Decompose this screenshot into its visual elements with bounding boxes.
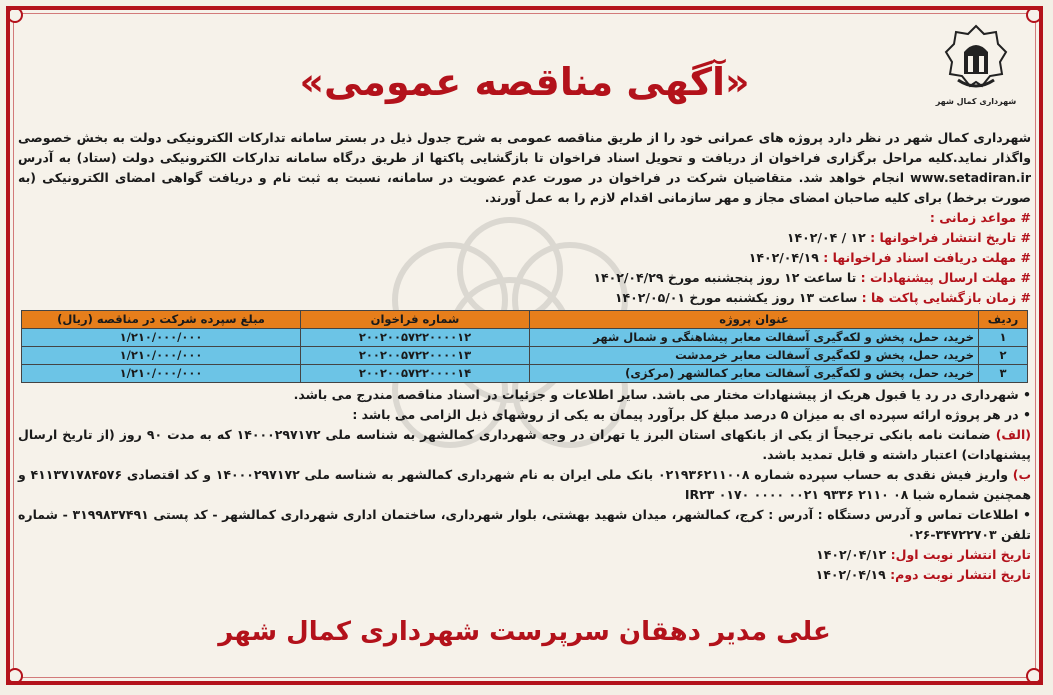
schedule-item [18,228,1031,248]
schedule-item [18,248,1031,268]
schedule-item [18,268,1031,288]
intro-paragraph: شهرداری کمال شهر در نظر دارد پروژه های عمرانی خود را از طریق مناقصه عمومی به شرح جدول ذیل در بستر سامانه تدارکات الکترونیکی دولت به بخش خصوصی واگذار نماید.کلیه مراحل برگزاری فراخوان از دریافت و تحویل اسناد فراخوان تا بازگشایی پاکتها از طریق درگاه سامانه تدارکات الکترونیکی دولت (ستاد) به آدرس www.setadiran.ir انجام خواهد شد. متقاضیان شرکت در فراخوان در صورت عدم عضویت در سامانه، نسبت به ثبت نام و دریافت گواهی امضای الکترونیکی (به صورت برخط) برای کلیه صاحبان امضای مجاز و مهر سازمانی اقدام لازم را به عمل آورند. [18,130,1031,205]
row-title: خرید، حمل، پخش و لکه‌گیری آسفالت معابر پیشاهنگی و شمال شهر [530,329,979,347]
note-reject: • شهرداری در رد یا قبول هریک از پیشنهادات مختار می باشد. سایر اطلاعات و جزئیات در اسناد مناقصه مندرج می باشد. [293,387,1031,402]
row-index: ۳ [979,365,1028,383]
notice-body [18,128,1031,585]
notice-frame [6,6,1043,685]
option-be-label: ب) [1012,467,1032,482]
signature: علی مدیر دهقان سرپرست شهرداری کمال شهر [218,617,831,647]
schedule-label: # مهلت دریافت اسناد فراخوانها : [823,250,1031,265]
corner-ornament-bl [7,668,23,684]
row-number: ۲۰۰۲۰۰۵۷۲۲۰۰۰۰۱۳ [301,347,530,365]
table-header-row [22,311,1028,329]
corner-ornament-tl [7,7,23,23]
option-be-text: واریز فیش نقدی به حساب سپرده شماره ۰۲۱۹۳۶۲۱۱۰۰۸ بانک ملی ایران به نام شهرداری کمالشهر به شناسه ملی ۱۴۰۰۰۲۹۷۱۷۲ و کد اقتصادی ۴۱۱۳۷۱۷۸۴۵۷۶ و همچنین شماره شبا IR۲۳ ۰۱۷۰ ۰۰۰۰ ۰۰۲۱ ۹۳۳۶ ۲۱۱۰ ۰۸ [18,467,1031,502]
schedule-label: # مهلت ارسال پیشنهادات : [860,270,1031,285]
publish-first-value: ۱۴۰۲/۰۴/۱۲ [816,547,887,562]
option-alef-text: ضمانت نامه بانکی ترجیحاً از یکی از بانکهای استان البرز یا تهران در وجه شهرداری کمالشهر به شناسه ملی ۱۴۰۰۰۲۹۷۱۷۲ که به مدت ۹۰ روز (از تاریخ ارسال پیشنهادات) اعتبار داشته و قابل تمدید باشد. [18,427,1031,462]
row-index: ۱ [979,329,1028,347]
projects-table [21,310,1028,383]
schedule-value: ۱۲ / ۱۴۰۲/۰۴ [786,230,866,245]
corner-ornament-br [1026,668,1042,684]
row-amount: ۱/۲۱۰/۰۰۰/۰۰۰ [22,329,301,347]
schedule-value: ساعت ۱۳ روز یکشنبه مورخ ۱۴۰۲/۰۵/۰۱ [614,290,858,305]
page-title: «آگهی مناقصه عمومی» [299,60,750,104]
table-row [22,329,1028,347]
schedule-value: ۱۴۰۲/۰۴/۱۹ [748,250,819,265]
note-contact: • اطلاعات تماس و آدرس دستگاه : آدرس : کرج، کمالشهر، میدان شهید بهشتی، بلوار شهرداری، ساختمان اداری شهرداری کمالشهر - کد پستی ۳۱۹۹۸۳۷۴۹۱ - شماره تلفن ۳۴۷۲۲۷۰۳-۰۲۶ [18,507,1031,542]
row-title: خرید، حمل، پخش و لکه‌گیری آسفالت معابر کمالشهر (مرکزی) [530,365,979,383]
publish-first-label: تاریخ انتشار نوبت اول: [890,547,1031,562]
note-deposit: • در هر پروژه ارائه سپرده ای به میزان ۵ درصد مبلغ کل برآورد پیمان به یکی از روشهای ذیل الزامی می باشد : [352,407,1031,422]
row-index: ۲ [979,347,1028,365]
row-title: خرید، حمل، پخش و لکه‌گیری آسفالت معابر خرمدشت [530,347,979,365]
publish-second-label: تاریخ انتشار نوبت دوم: [890,567,1031,582]
publish-date-first [18,545,1031,565]
col-header-amount: مبلغ سپرده شرکت در مناقصه (ریال) [22,311,301,329]
schedule-label: # زمان بازگشایی پاکت ها : [861,290,1031,305]
publish-date-second [18,565,1031,585]
option-alef-label: (الف) [995,427,1031,442]
schedule-item [18,288,1031,308]
note-option-be [18,465,1031,505]
table-row [22,347,1028,365]
note-option-alef [18,425,1031,465]
row-number: ۲۰۰۲۰۰۵۷۲۲۰۰۰۰۱۴ [301,365,530,383]
logo-caption: شهرداری کمال شهر [935,97,1017,106]
row-amount: ۱/۲۱۰/۰۰۰/۰۰۰ [22,365,301,383]
schedule-value: تا ساعت ۱۲ روز پنجشنبه مورخ ۱۴۰۲/۰۴/۲۹ [593,270,857,285]
col-header-index: ردیف [979,311,1028,329]
row-number: ۲۰۰۲۰۰۵۷۲۲۰۰۰۰۱۲ [301,329,530,347]
col-header-number: شماره فراخوان [301,311,530,329]
schedule-label: # تاریخ انتشار فراخوانها : [870,230,1031,245]
col-header-title: عنوان پروژه [530,311,979,329]
corner-ornament-tr [1026,7,1042,23]
row-amount: ۱/۲۱۰/۰۰۰/۰۰۰ [22,347,301,365]
schedule-heading: # مواعد زمانی : [929,210,1031,225]
table-row [22,365,1028,383]
publish-second-value: ۱۴۰۲/۰۴/۱۹ [815,567,886,582]
